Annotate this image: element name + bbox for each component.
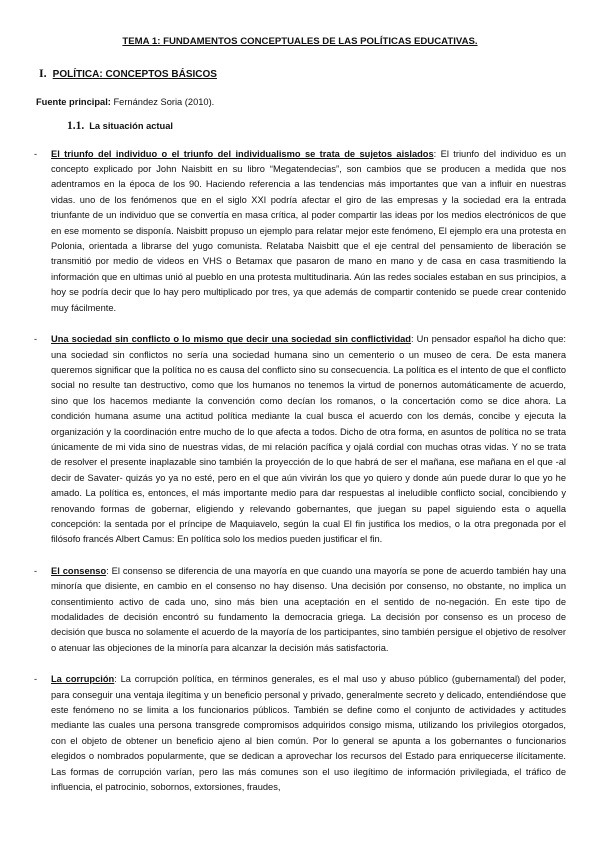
- list-bullet: -: [34, 674, 38, 685]
- item-term: El triunfo del individuo o el triunfo del individualismo se trata de sujetos aislados: [51, 148, 434, 159]
- list-bullet: -: [34, 565, 38, 576]
- concept-list: [34, 147, 566, 796]
- item-text: : El triunfo del individuo es un concepto explicado por John Naisbitt en su libro “Megatendecias”, son cambios que se producen a medida que nos adentramos en la época de los 90. Haciendo referencia a las tendencias más importantes que van a influir en nuestras vidas. uno de los fenómenos que en el siglo XXI podría afectar el giro de las empresas y la sociedad era la entrada triunfante de un individuo que se convertía en masa crítica, al poder compartir las ideas por los medios electrónicos de que en ese momento se disponía. Naisbitt propuso un ejemplo para relatar mejor este fenómeno, El ejemplo era una protesta en Polonia, orientada a librarse del yugo comunista. Relataba Naisbitt que el eje central del pensamiento de liberación se transmitió por medio de videos en VHS o Betamax que pasaron de mano en mano y de casa en casa trasmitiendo la información que en ultimas unió al pueblo en una protesta multitudinaria. Aún las redes sociales estaban en sus principios, a hoy se podría decir que lo hay pero multiplicado por tres, ya que además de compartir contenido se puede crear contenido muy fácilmente.: [51, 148, 567, 313]
- subsection-heading: [67, 119, 566, 134]
- document-title: TEMA 1: FUNDAMENTOS CONCEPTUALES DE LAS POLÍTICAS EDUCATIVAS.: [122, 36, 478, 47]
- item-text: : La corrupción política, en términos generales, es el mal uso y abuso público (gubernamental) del poder, para conseguir una ventaja ilegítima y un beneficio personal y privado, generalmente secreto y delicado, entendiéndose que este fenómeno no se limita a los funcionarios públicos. También se define como el conjunto de actividades y actitudes mediante las cuales una persona transgrede compromisos adquiridos consigo misma, utilizando los privilegios otorgados, con el objeto de obtener un beneficio ajeno al bien común. Por lo general se apunta a los gobernantes o funcionarios elegidos o nombrados popularmente, que se dedican a aprovechar los recursos del Estado para enriquecerse ilícitamente. Las formas de corrupción varían, pero las más comunes son el uso ilegítimo de información privilegiada, el tráfico de influencia, el patrocinio, sobornos, extorsiones, fraudes,: [51, 674, 566, 793]
- subsection-number: 1.1.: [67, 120, 85, 133]
- source-value: Fernández Soria (2010).: [110, 96, 215, 107]
- item-term: La corrupción: [51, 674, 115, 685]
- list-bullet: -: [34, 334, 38, 345]
- item-term: El consenso: [51, 565, 107, 576]
- source-label: Fuente principal:: [36, 96, 111, 107]
- list-bullet: -: [34, 148, 38, 159]
- section-heading: [39, 66, 566, 82]
- section-number: I.: [39, 66, 47, 81]
- list-item-consenso: [34, 564, 566, 656]
- list-item-individualismo: [34, 147, 566, 316]
- subsection-title: La situación actual: [89, 121, 173, 132]
- source-line: [36, 95, 566, 110]
- section-title: POLÍTICA: CONCEPTOS BÁSICOS: [52, 69, 217, 81]
- item-text: : El consenso se diferencia de una mayoría en que cuando una mayoría se pone de acuerdo también hay una minoría que disiente, en cambio en el consenso no hay disenso. Una decisión por consenso, no obstante, no implica un consentimiento activo de cada uno, sino más bien una aceptación en el sentido de no-negación. En este tipo de modalidades de decisión encontró su fundamento la democracia griega. La decisión por consenso es un proceso de decisión que busca no solamente el acuerdo de la mayoría de los participantes, sino también persigue el objetivo de resolver o atenuar las objeciones de la minoría para alcanzar la decisión más satisfactoria.: [51, 565, 566, 653]
- list-item-corrupcion: [34, 672, 566, 795]
- item-term: Una sociedad sin conflicto o lo mismo que decir una sociedad sin conflictividad: [51, 334, 411, 345]
- item-text: : Un pensador español ha dicho que: una sociedad sin conflictos no sería una sociedad humana sino un cementerio o un museo de cera. De esta manera queremos significar que la política no es causa del conflicto sino su consecuencia. La política es el intento de que el conflicto social no resulte tan destructivo, como que los humanos no tenemos la virtud de ponernos automáticamente de acuerdo, sino que los hacemos mediante la convención como decían los romanos, o la concertación como se dice ahora. La condición humana asume una actitud política mediante la cual busca el acuerdo con los demás, concibe y ejecuta la organización y la coordinación entre mucho de lo que afecta a todos. Dicho de otra forma, en asuntos de política no se trata únicamente de mi vida sino de nuestras vidas, de mi relación pacífica y ojalá cordial con muchas otras vidas. Y no se trata de resolver el presente inaplazable sino también la proyección de lo que habrá de ser el mañana, ese mañana en el que -al decir de Savater- quizás yo ya no esté, pero en el que aún vivirán los que yo quiero y donde aún puede durar lo que yo he amado. La política es, entonces, el más importante medio para dar respuestas al ineludible conflicto social, concibiendo y renovando formas de gobernar, eligiendo y relevando gobernantes, que juegan su papel siguiendo esta o aquella concepción: la sentada por el príncipe de Maquiavelo, según la cual El fin justifica los medios, o la otra pregonada por el filósofo francés Albert Camus: En política solo los medios pueden justificar el fin.: [51, 334, 566, 545]
- list-item-conflicto: [34, 332, 566, 548]
